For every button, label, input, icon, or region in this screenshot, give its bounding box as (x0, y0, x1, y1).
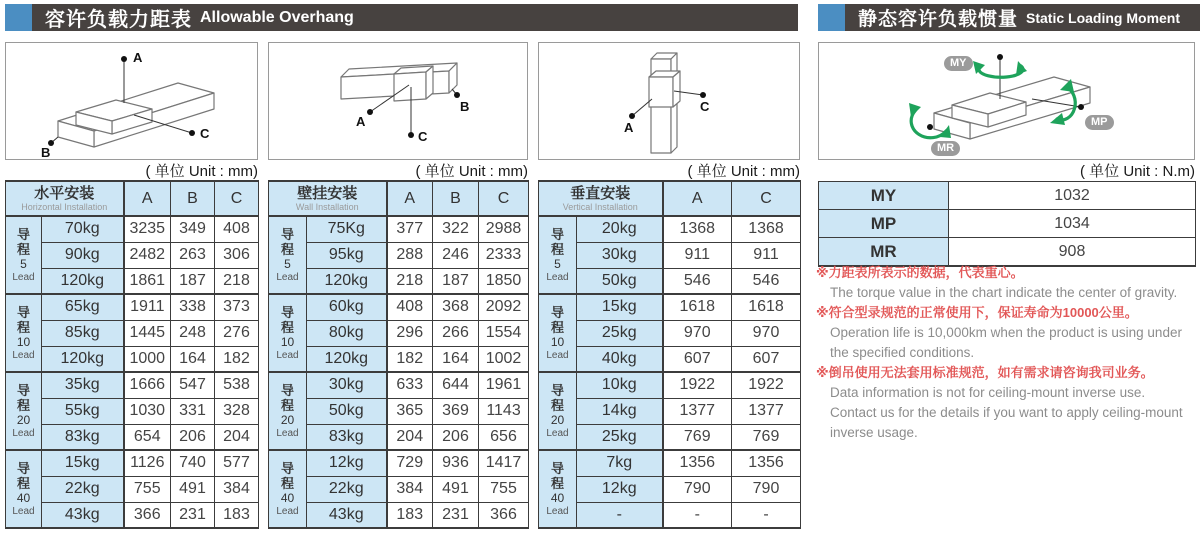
value-a: 1618 (663, 294, 732, 320)
horizontal-install-diagram (5, 42, 258, 160)
note-1-cn: ※力距表所表示的数据，代表重心。 (816, 265, 1024, 280)
table-row (539, 242, 801, 268)
table-row (6, 242, 259, 268)
value-c: 1961 (479, 372, 529, 398)
value-b: 248 (171, 320, 215, 346)
value-b: 266 (433, 320, 479, 346)
value-c: 328 (215, 398, 259, 424)
weight-cell: 120kg (307, 346, 387, 372)
static-moment-table (818, 181, 1196, 267)
note-2-cn: ※符合型录规范的正常使用下，保证寿命为10000公里。 (816, 305, 1138, 320)
table-row (539, 502, 801, 528)
value-a: 911 (663, 242, 732, 268)
point-c-label: C (200, 126, 210, 141)
value-b: 331 (171, 398, 215, 424)
value-a: 1356 (663, 450, 732, 476)
value-a: 3235 (124, 216, 171, 242)
col-header-c: C (732, 181, 801, 216)
title-accent-square-left (5, 4, 32, 31)
value-c: 306 (215, 242, 259, 268)
weight-cell: 55kg (42, 398, 124, 424)
value-a: 218 (387, 268, 433, 294)
weight-cell: 12kg (577, 476, 663, 502)
value-a: 769 (663, 424, 732, 450)
value-b: 187 (433, 268, 479, 294)
weight-cell: 25kg (577, 320, 663, 346)
value-c: 1417 (479, 450, 529, 476)
table-row (539, 320, 801, 346)
table-title: 壁挂安装 Wall Installation (269, 181, 387, 216)
wall-install-diagram (268, 42, 528, 160)
table-row (539, 476, 801, 502)
weight-cell: 14kg (577, 398, 663, 424)
unit-label-mm-1: ( 单位 Unit : mm) (145, 163, 258, 180)
value-c: 656 (479, 424, 529, 450)
wall-install-table (268, 180, 529, 529)
vertical-install-table (538, 180, 801, 529)
value-a: 1030 (124, 398, 171, 424)
weight-cell: 20kg (577, 216, 663, 242)
value-c: 755 (479, 476, 529, 502)
value-b: 206 (433, 424, 479, 450)
value-b: 368 (433, 294, 479, 320)
table-row (6, 294, 259, 320)
lead-group-20: 导 程 20 Lead (539, 372, 577, 450)
moment-label-mr: MR (819, 238, 949, 267)
value-a: 1126 (124, 450, 171, 476)
value-c: 790 (732, 476, 801, 502)
table-row (819, 210, 1196, 238)
lead-group-10: 导 程 10 Lead (539, 294, 577, 372)
value-c: 769 (732, 424, 801, 450)
table-row (269, 476, 529, 502)
weight-cell: 80kg (307, 320, 387, 346)
weight-cell: 40kg (577, 346, 663, 372)
lead-group-40: 导 程 40 Lead (539, 450, 577, 528)
value-a: 1000 (124, 346, 171, 372)
col-header-a: A (663, 181, 732, 216)
point-a-label: A (356, 114, 366, 129)
value-a: 296 (387, 320, 433, 346)
value-c: 2988 (479, 216, 529, 242)
table-row (539, 398, 801, 424)
value-c: 1143 (479, 398, 529, 424)
value-c: 1850 (479, 268, 529, 294)
point-b-label: B (460, 99, 470, 114)
point-a-dot (367, 109, 373, 115)
table-row (269, 424, 529, 450)
value-a: 366 (124, 502, 171, 528)
weight-cell: 90kg (42, 242, 124, 268)
value-c: 1922 (732, 372, 801, 398)
value-c: 408 (215, 216, 259, 242)
table-row (269, 346, 529, 372)
my-axis-dot (997, 54, 1003, 60)
lead-group-5: 导 程 5 Lead (6, 216, 42, 294)
mp-moment-badge: MP (1085, 115, 1114, 130)
value-c: 276 (215, 320, 259, 346)
value-c: 1356 (732, 450, 801, 476)
point-a-label: A (133, 50, 143, 65)
value-b: 740 (171, 450, 215, 476)
value-b: 187 (171, 268, 215, 294)
value-a: - (663, 502, 732, 528)
value-c: 2333 (479, 242, 529, 268)
value-b: 349 (171, 216, 215, 242)
table-row (6, 372, 259, 398)
weight-cell: 15kg (42, 450, 124, 476)
footnotes (816, 263, 1200, 443)
value-a: 654 (124, 424, 171, 450)
weight-cell: 120kg (42, 268, 124, 294)
lead-group-20: 导 程 20 Lead (6, 372, 42, 450)
section-title-en: Static Loading Moment (1026, 9, 1181, 26)
point-c-label: C (700, 99, 710, 114)
lead-group-5: 导 程 5 Lead (269, 216, 307, 294)
table-row (269, 502, 529, 528)
table-row (6, 320, 259, 346)
table-title: 水平安装 Horizontal Installation (6, 181, 124, 216)
table-row (539, 294, 801, 320)
value-b: 936 (433, 450, 479, 476)
moment-value-mp: 1034 (949, 210, 1196, 238)
weight-cell: 22kg (307, 476, 387, 502)
table-row (269, 242, 529, 268)
moment-label-mp: MP (819, 210, 949, 238)
col-header-b: B (433, 181, 479, 216)
value-a: 204 (387, 424, 433, 450)
value-a: 546 (663, 268, 732, 294)
section-title-allowable-overhang (32, 4, 798, 31)
value-c: 204 (215, 424, 259, 450)
table-row (6, 268, 259, 294)
point-a-dot (121, 56, 127, 62)
weight-cell: 22kg (42, 476, 124, 502)
table-row (6, 424, 259, 450)
table-row (269, 268, 529, 294)
value-a: 1666 (124, 372, 171, 398)
moment-value-my: 1032 (949, 182, 1196, 210)
unit-label-nm: ( 单位 Unit : N.m) (1080, 163, 1195, 180)
value-c: 546 (732, 268, 801, 294)
weight-cell: 83kg (307, 424, 387, 450)
value-a: 384 (387, 476, 433, 502)
value-a: 377 (387, 216, 433, 242)
point-c-dot (189, 130, 195, 136)
value-c: 366 (479, 502, 529, 528)
table-row (539, 424, 801, 450)
table-row (269, 398, 529, 424)
col-header-c: C (215, 181, 259, 216)
weight-cell: 7kg (577, 450, 663, 476)
table-row (269, 450, 529, 476)
table-row (539, 216, 801, 242)
value-a: 1922 (663, 372, 732, 398)
value-b: 231 (433, 502, 479, 528)
weight-cell: 65kg (42, 294, 124, 320)
mr-axis-dot (927, 124, 933, 130)
value-c: - (732, 502, 801, 528)
value-b: 206 (171, 424, 215, 450)
table-row (539, 268, 801, 294)
lead-group-20: 导 程 20 Lead (269, 372, 307, 450)
table-row (819, 238, 1196, 267)
point-a-label: A (624, 120, 634, 135)
weight-cell: 43kg (307, 502, 387, 528)
value-b: 369 (433, 398, 479, 424)
value-a: 1861 (124, 268, 171, 294)
note-3-cn: ※倒吊使用无法套用标准规范，如有需求请咨询我司业务。 (816, 365, 1154, 380)
value-a: 755 (124, 476, 171, 502)
col-header-c: C (479, 181, 529, 216)
value-b: 164 (171, 346, 215, 372)
horizontal-install-table (5, 180, 259, 529)
value-c: 970 (732, 320, 801, 346)
table-row (539, 450, 801, 476)
value-a: 183 (387, 502, 433, 528)
weight-cell: 15kg (577, 294, 663, 320)
value-b: 338 (171, 294, 215, 320)
weight-cell: 83kg (42, 424, 124, 450)
weight-cell: 35kg (42, 372, 124, 398)
table-row (269, 294, 529, 320)
value-a: 1911 (124, 294, 171, 320)
table-row (6, 502, 259, 528)
section-title-static-loading-moment (845, 4, 1200, 31)
weight-cell: - (577, 502, 663, 528)
table-row (269, 320, 529, 346)
table-row (269, 372, 529, 398)
weight-cell: 43kg (42, 502, 124, 528)
table-row (6, 398, 259, 424)
weight-cell: 60kg (307, 294, 387, 320)
moment-value-mr: 908 (949, 238, 1196, 267)
value-c: 1002 (479, 346, 529, 372)
note-3-en: Data information is not for ceiling-mount inverse use. (830, 385, 1146, 400)
value-a: 365 (387, 398, 433, 424)
weight-cell: 75Kg (307, 216, 387, 242)
note-2-en: Operation life is 10,000km when the product is using under the specified conditions. (830, 325, 1182, 360)
value-a: 182 (387, 346, 433, 372)
value-c: 2092 (479, 294, 529, 320)
value-b: 231 (171, 502, 215, 528)
table-row (819, 182, 1196, 210)
weight-cell: 50kg (307, 398, 387, 424)
mp-axis-dot (1078, 104, 1084, 110)
unit-label-mm-2: ( 单位 Unit : mm) (415, 163, 528, 180)
rail-moment-drawing (819, 43, 1194, 159)
table-row (6, 346, 259, 372)
table-row (6, 216, 259, 242)
point-c-dot (700, 92, 706, 98)
value-b: 263 (171, 242, 215, 268)
lead-group-5: 导 程 5 Lead (539, 216, 577, 294)
weight-cell: 25kg (577, 424, 663, 450)
table-row (6, 476, 259, 502)
value-a: 607 (663, 346, 732, 372)
weight-cell: 85kg (42, 320, 124, 346)
point-b-label: B (41, 145, 51, 160)
value-b: 644 (433, 372, 479, 398)
value-c: 373 (215, 294, 259, 320)
weight-cell: 70kg (42, 216, 124, 242)
unit-label-mm-3: ( 单位 Unit : mm) (687, 163, 800, 180)
weight-cell: 30kg (577, 242, 663, 268)
note-1-en: The torque value in the chart indicate the center of gravity. (830, 285, 1178, 300)
col-header-a: A (124, 181, 171, 216)
weight-cell: 12kg (307, 450, 387, 476)
value-b: 491 (433, 476, 479, 502)
value-c: 1368 (732, 216, 801, 242)
value-a: 1377 (663, 398, 732, 424)
lead-group-40: 导 程 40 Lead (6, 450, 42, 528)
table-row (539, 372, 801, 398)
value-a: 408 (387, 294, 433, 320)
value-a: 633 (387, 372, 433, 398)
my-moment-badge: MY (944, 56, 973, 71)
section-title-cn: 静态容许负载惯量 (858, 9, 1019, 30)
rail-isometric-drawing (6, 43, 257, 159)
value-c: 384 (215, 476, 259, 502)
weight-cell: 10kg (577, 372, 663, 398)
col-header-a: A (387, 181, 433, 216)
value-c: 911 (732, 242, 801, 268)
value-a: 1445 (124, 320, 171, 346)
lead-group-40: 导 程 40 Lead (269, 450, 307, 528)
value-c: 538 (215, 372, 259, 398)
value-a: 288 (387, 242, 433, 268)
table-row (269, 216, 529, 242)
vertical-install-diagram (538, 42, 800, 160)
weight-cell: 120kg (307, 268, 387, 294)
rail-side-drawing (269, 43, 527, 159)
value-c: 218 (215, 268, 259, 294)
weight-cell: 50kg (577, 268, 663, 294)
col-header-b: B (171, 181, 215, 216)
value-b: 491 (171, 476, 215, 502)
value-c: 182 (215, 346, 259, 372)
moment-label-my: MY (819, 182, 949, 210)
point-b-dot (454, 92, 460, 98)
value-a: 1368 (663, 216, 732, 242)
rail-vertical-drawing (539, 43, 799, 159)
point-a-dot (629, 113, 635, 119)
value-b: 322 (433, 216, 479, 242)
table-row (6, 450, 259, 476)
value-a: 790 (663, 476, 732, 502)
lead-group-10: 导 程 10 Lead (269, 294, 307, 372)
table-title: 垂直安装 Vertical Installation (539, 181, 663, 216)
section-title-cn: 容许负载力距表 (45, 9, 192, 31)
point-c-label: C (418, 129, 428, 144)
weight-cell: 30kg (307, 372, 387, 398)
value-c: 183 (215, 502, 259, 528)
value-c: 607 (732, 346, 801, 372)
mr-moment-badge: MR (931, 141, 960, 156)
section-title-en: Allowable Overhang (200, 8, 354, 26)
static-moment-diagram (818, 42, 1195, 160)
value-b: 246 (433, 242, 479, 268)
value-a: 729 (387, 450, 433, 476)
value-b: 547 (171, 372, 215, 398)
lead-group-10: 导 程 10 Lead (6, 294, 42, 372)
table-row (539, 346, 801, 372)
value-c: 577 (215, 450, 259, 476)
value-c: 1554 (479, 320, 529, 346)
weight-cell: 120kg (42, 346, 124, 372)
value-c: 1377 (732, 398, 801, 424)
value-c: 1618 (732, 294, 801, 320)
note-3-en2: Contact us for the details if you want to apply ceiling-mount inverse usage. (830, 405, 1183, 440)
title-accent-square-right (818, 4, 845, 31)
weight-cell: 95kg (307, 242, 387, 268)
value-a: 970 (663, 320, 732, 346)
point-c-dot (408, 132, 414, 138)
value-b: 164 (433, 346, 479, 372)
value-a: 2482 (124, 242, 171, 268)
